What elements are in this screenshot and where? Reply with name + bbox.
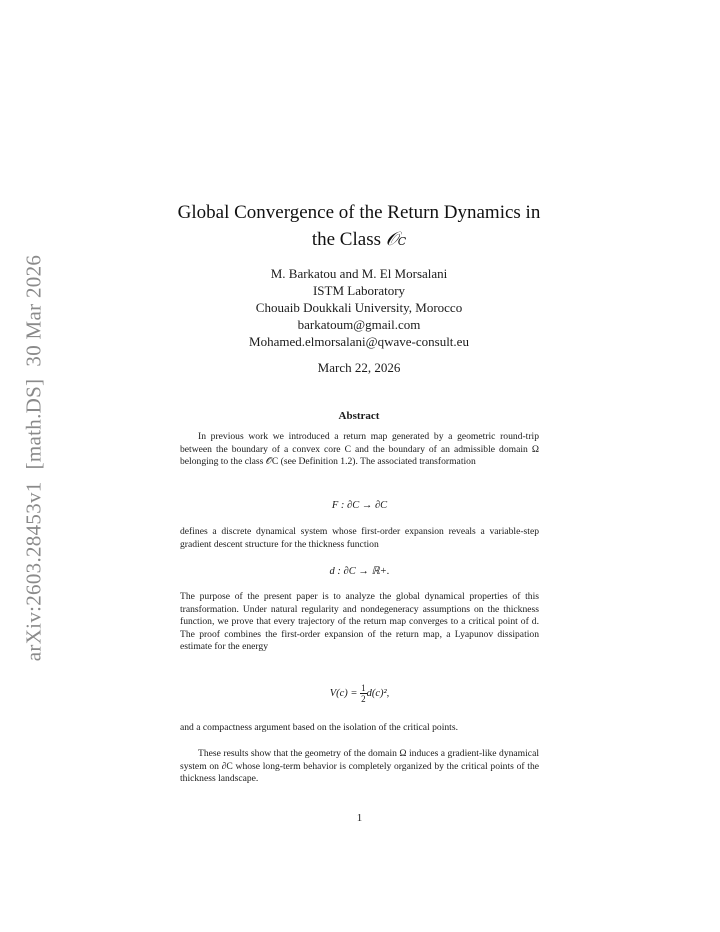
paper-title — [130, 200, 588, 255]
author-names: M. Barkatou and M. El Morsalani — [270, 266, 448, 281]
title-line-2 — [130, 226, 588, 255]
class-subscript: C — [397, 235, 407, 248]
class-symbol: 𝒪 — [385, 228, 398, 250]
fraction-denominator: 2 — [361, 694, 366, 704]
abstract-paragraph-1: In previous work we introduced a return map generated by a geometric round-trip between the boundary of a convex core C and the boundary of an admissible domain Ω belonging to the class 𝒪C (see Definition 1.2). The associated transformation — [180, 431, 539, 468]
page-number: 1 — [356, 812, 363, 824]
title-line-1: Global Convergence of the Return Dynamics in — [177, 202, 541, 223]
arxiv-identifier — [22, 243, 47, 661]
author-lab: ISTM Laboratory — [312, 283, 406, 298]
paper-date: March 22, 2026 — [317, 360, 401, 375]
abstract-paragraph-3: The purpose of the present paper is to analyze the global dynamical properties of this transformation. Under natural regularity and nondegeneracy assumptions on the thickness function, we prove that every trajectory of the return map converges to a critical point of d. The proof combines the first-order expansion of the return map, a Lyapunov dissipation estimate for the energy — [180, 591, 539, 653]
fraction-numerator: 1 — [361, 683, 366, 693]
arxiv-id: arXiv:2603.28453v1 — [21, 481, 46, 662]
energy-rhs: d(c)², — [366, 687, 390, 699]
equation-energy — [180, 683, 539, 704]
title-prefix: the Class — [311, 229, 386, 250]
author-email-2: Mohamed.elmorsalani@qwave-consult.eu — [249, 334, 469, 349]
arxiv-category: [math.DS] — [21, 378, 46, 470]
author-block — [180, 265, 538, 350]
equation-thickness: d : ∂C → ℝ+. — [329, 566, 390, 577]
energy-lhs: V(c) = — [329, 687, 361, 699]
author-university: Chouaib Doukkali University, Morocco — [255, 300, 463, 315]
abstract-paragraph-2: defines a discrete dynamical system whose first-order expansion reveals a variable-step gradient descent structure for the thickness function — [180, 526, 539, 550]
equation-map: F : ∂C → ∂C — [331, 500, 388, 511]
abstract-heading: Abstract — [338, 410, 380, 422]
arxiv-date: 30 Mar 2026 — [21, 254, 46, 367]
abstract-paragraph-5: These results show that the geometry of the domain Ω induces a gradient-like dynamical system on ∂C whose long-term behavior is completely organized by the critical points of the thickness landscape. — [180, 748, 539, 785]
abstract-paragraph-4: and a compactness argument based on the isolation of the critical points. — [180, 722, 458, 733]
author-email-1: barkatoum@gmail.com — [297, 317, 421, 332]
